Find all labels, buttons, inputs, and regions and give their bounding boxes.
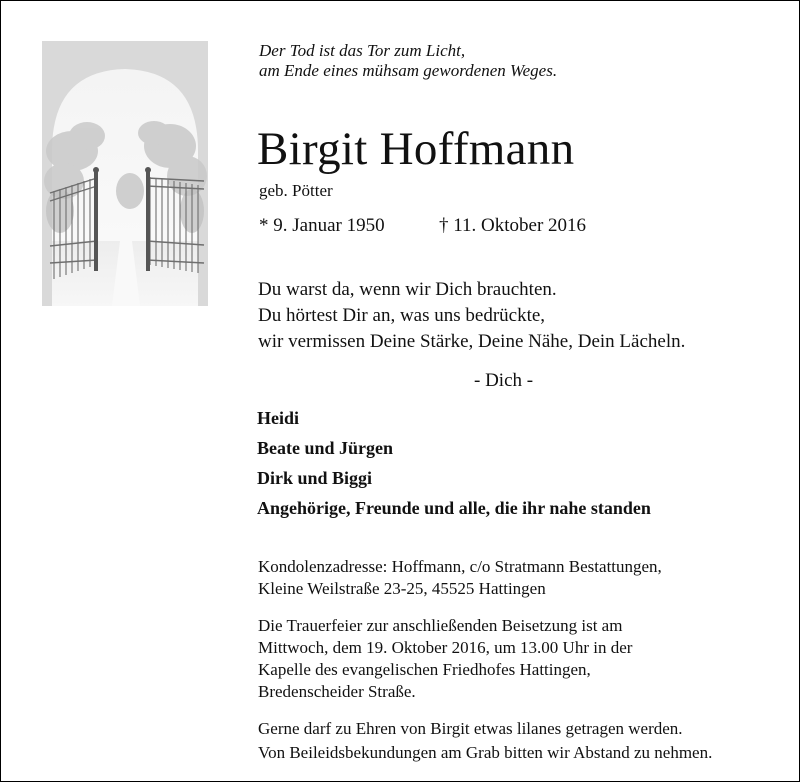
deceased-name: Birgit Hoffmann	[257, 123, 575, 175]
verse-closing: - Dich -	[474, 370, 534, 391]
motto-line-1: Der Tod ist das Tor zum Licht,	[259, 41, 466, 60]
mourner-3: Dirk und Biggi	[257, 468, 373, 488]
maiden-name: geb. Pötter	[259, 181, 333, 200]
death-date: † 11. Oktober 2016	[439, 215, 587, 236]
cemetery-gate-image	[42, 41, 208, 306]
verse-line-2: Du hörtest Dir an, was uns bedrückte,	[258, 305, 546, 326]
ceremony-line-4: Bredenscheider Straße.	[258, 682, 416, 701]
mourner-2: Beate und Jürgen	[257, 438, 394, 458]
mourner-1: Heidi	[257, 408, 300, 428]
birth-date: * 9. Januar 1950	[259, 215, 385, 236]
condolence-address-line-1: Kondolenzadresse: Hoffmann, c/o Stratmann Bestattungen,	[258, 557, 662, 576]
note-line-2: Von Beileidsbekundungen am Grab bitten wir Abstand zu nehmen.	[258, 743, 713, 762]
motto-line-2: am Ende eines mühsam gewordenen Weges.	[259, 61, 558, 80]
verse-line-3: wir vermissen Deine Stärke, Deine Nähe, Dein Lächeln.	[258, 331, 686, 352]
ceremony-line-1: Die Trauerfeier zur anschließenden Beisetzung ist am	[258, 616, 623, 635]
note-line-1: Gerne darf zu Ehren von Birgit etwas lilanes getragen werden.	[258, 719, 683, 738]
mourner-4: Angehörige, Freunde und alle, die ihr nahe standen	[257, 498, 651, 518]
ceremony-line-2: Mittwoch, dem 19. Oktober 2016, um 13.00 Uhr in der	[258, 638, 633, 657]
condolence-address-line-2: Kleine Weilstraße 23-25, 45525 Hattingen	[258, 579, 546, 598]
gate-illustration	[42, 41, 208, 306]
ceremony-line-3: Kapelle des evangelischen Friedhofes Hattingen,	[258, 660, 591, 679]
verse-line-1: Du warst da, wenn wir Dich brauchten.	[258, 279, 557, 300]
